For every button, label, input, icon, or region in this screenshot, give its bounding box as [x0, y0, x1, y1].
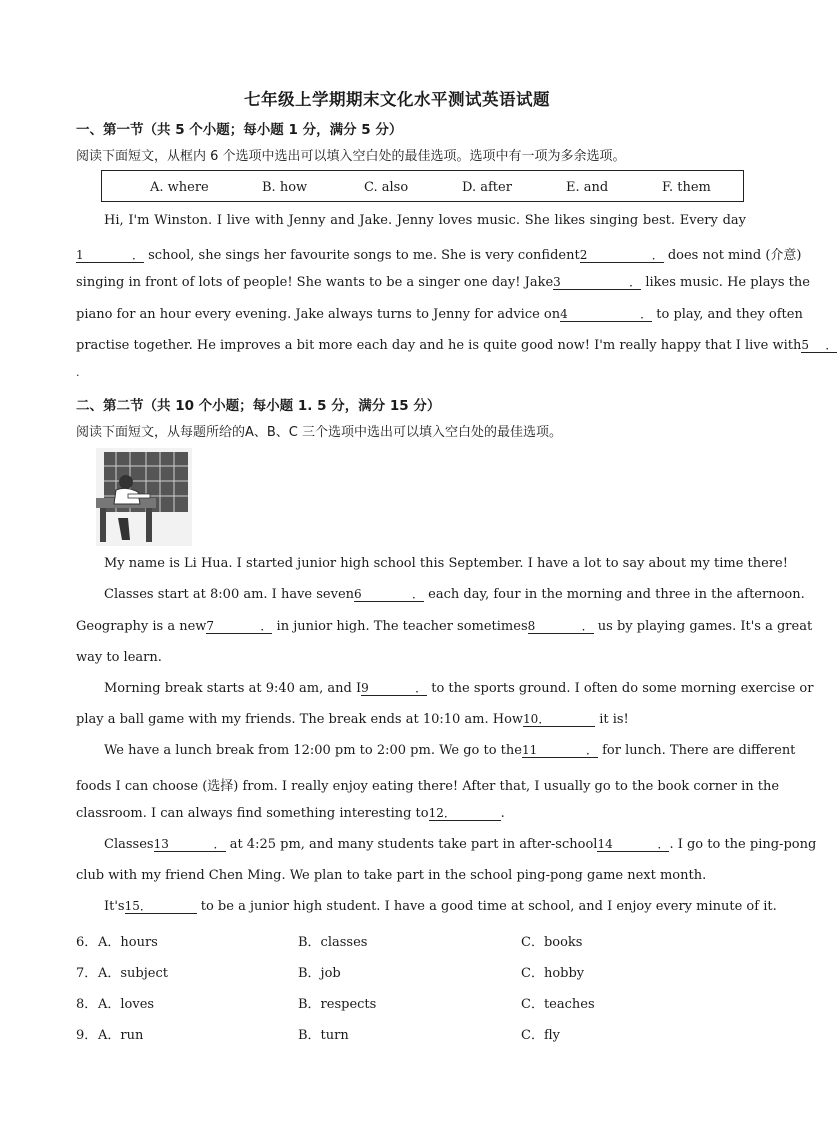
- passage2-line: Classes start at 8:00 am. I have seven6． each day, four in the morning and three in the afternoon.: [104, 587, 805, 602]
- choice-b[interactable]: B．respects: [298, 997, 377, 1012]
- choice-b[interactable]: B．job: [298, 966, 341, 981]
- passage1-end: .: [76, 366, 80, 379]
- answer-blank-3[interactable]: 3．: [553, 275, 642, 289]
- option-b: B. how: [262, 180, 308, 195]
- question-number: 8．: [76, 997, 98, 1012]
- option-d: D. after: [462, 180, 512, 195]
- passage2-line: classroom. I can always find something interesting to12． .: [76, 806, 505, 821]
- answer-blank-5[interactable]: 5．: [801, 338, 837, 352]
- answer-blank-15[interactable]: 15．: [125, 899, 197, 914]
- answer-blank-11[interactable]: 11．: [521, 743, 598, 757]
- section2-instruction: 阅读下面短文，从每题所给的A、B、C 三个选项中选出可以填入空白处的最佳选项。: [76, 425, 563, 440]
- page-title: 七年级上学期期末文化水平测试英语试题: [244, 90, 550, 109]
- choice-a[interactable]: A．loves: [98, 997, 155, 1012]
- question-number: 6．: [76, 935, 98, 950]
- passage2-line: It's15． to be a junior high student. I have a good time at school, and I enjoy every minute of it.: [104, 899, 777, 914]
- passage2-line: club with my friend Chen Ming. We plan to take part in the school ping-pong game next month.: [76, 868, 707, 883]
- choice-b[interactable]: B．turn: [298, 1028, 349, 1043]
- passage2-line: My name is Li Hua. I started junior high school this September. I have a lot to say about my time there!: [104, 556, 788, 571]
- option-f: F. them: [662, 180, 711, 195]
- question-number: 9．: [76, 1028, 98, 1043]
- section2-heading: 二、第二节（共 10 个小题；每小题 1. 5 分，满分 15 分）: [76, 398, 441, 414]
- passage1-line: 1． school, she sings her favourite songs to me. She is very confident2． does not mind (介意): [76, 248, 802, 263]
- option-e: E. and: [566, 180, 609, 195]
- passage1-line: practise together. He improves a bit more each day and he is quite good now! I'm really happy that I live with5．: [76, 338, 837, 353]
- passage2-line: Morning break starts at 9:40 am, and I9． to the sports ground. I often do some morning exercise or: [104, 681, 814, 696]
- passage2-line: way to learn.: [76, 650, 162, 665]
- answer-blank-14[interactable]: 14．: [597, 837, 670, 851]
- passage2-line: Geography is a new7． in junior high. The teacher sometimes8． us by playing games. It's a great: [76, 619, 813, 634]
- choice-c[interactable]: C．teaches: [521, 997, 595, 1012]
- passage1-line: piano for an hour every evening. Jake always turns to Jenny for advice on4． to play, and they often: [76, 307, 803, 322]
- choice-c[interactable]: C．books: [521, 935, 583, 950]
- options-box: [101, 170, 744, 202]
- choice-a[interactable]: A．hours: [98, 935, 158, 950]
- answer-blank-8[interactable]: 8．: [527, 619, 594, 633]
- choice-a[interactable]: A．run: [98, 1028, 144, 1043]
- answer-blank-7[interactable]: 7．: [206, 619, 273, 633]
- answer-blank-12[interactable]: 12．: [429, 806, 501, 821]
- passage1-line: Hi, I'm Winston. I live with Jenny and Jake. Jenny loves music. She likes singing best. Every day: [104, 213, 746, 228]
- answer-blank-2[interactable]: 2．: [579, 248, 664, 262]
- answer-blank-6[interactable]: 6．: [354, 587, 425, 601]
- answer-blank-9[interactable]: 9．: [361, 681, 428, 695]
- student-reading-illustration: [96, 448, 192, 546]
- passage2-line: Classes13． at 4:25 pm, and many students take part in after-school14．. I go to the ping-pong: [104, 837, 817, 852]
- choice-c[interactable]: C．fly: [521, 1028, 560, 1043]
- answer-blank-4[interactable]: 4．: [560, 307, 653, 321]
- answer-blank-13[interactable]: 13．: [153, 837, 226, 851]
- passage1-line: singing in front of lots of people! She wants to be a singer one day! Jake3． likes music. He plays the: [76, 275, 810, 290]
- section1-heading: 一、第一节（共 5 个小题；每小题 1 分，满分 5 分）: [76, 122, 403, 138]
- choice-b[interactable]: B．classes: [298, 935, 368, 950]
- answer-blank-10[interactable]: 10．: [523, 712, 595, 727]
- section1-instruction: 阅读下面短文，从框内 6 个选项中选出可以填入空白处的最佳选项。选项中有一项为多余选项。: [76, 149, 626, 164]
- passage2-line: play a ball game with my friends. The break ends at 10:10 am. How10． it is!: [76, 712, 629, 727]
- passage2-line: We have a lunch break from 12:00 pm to 2:00 pm. We go to the11． for lunch. There are different: [104, 743, 796, 758]
- choice-a[interactable]: A．subject: [98, 966, 168, 981]
- option-c: C. also: [364, 180, 409, 195]
- option-a: A. where: [150, 180, 209, 195]
- question-number: 7．: [76, 966, 98, 981]
- answer-blank-1[interactable]: 1．: [76, 248, 144, 262]
- passage2-line: foods I can choose (选择) from. I really enjoy eating there! After that, I usually go to the book corner in the: [76, 779, 780, 794]
- choice-c[interactable]: C．hobby: [521, 966, 585, 981]
